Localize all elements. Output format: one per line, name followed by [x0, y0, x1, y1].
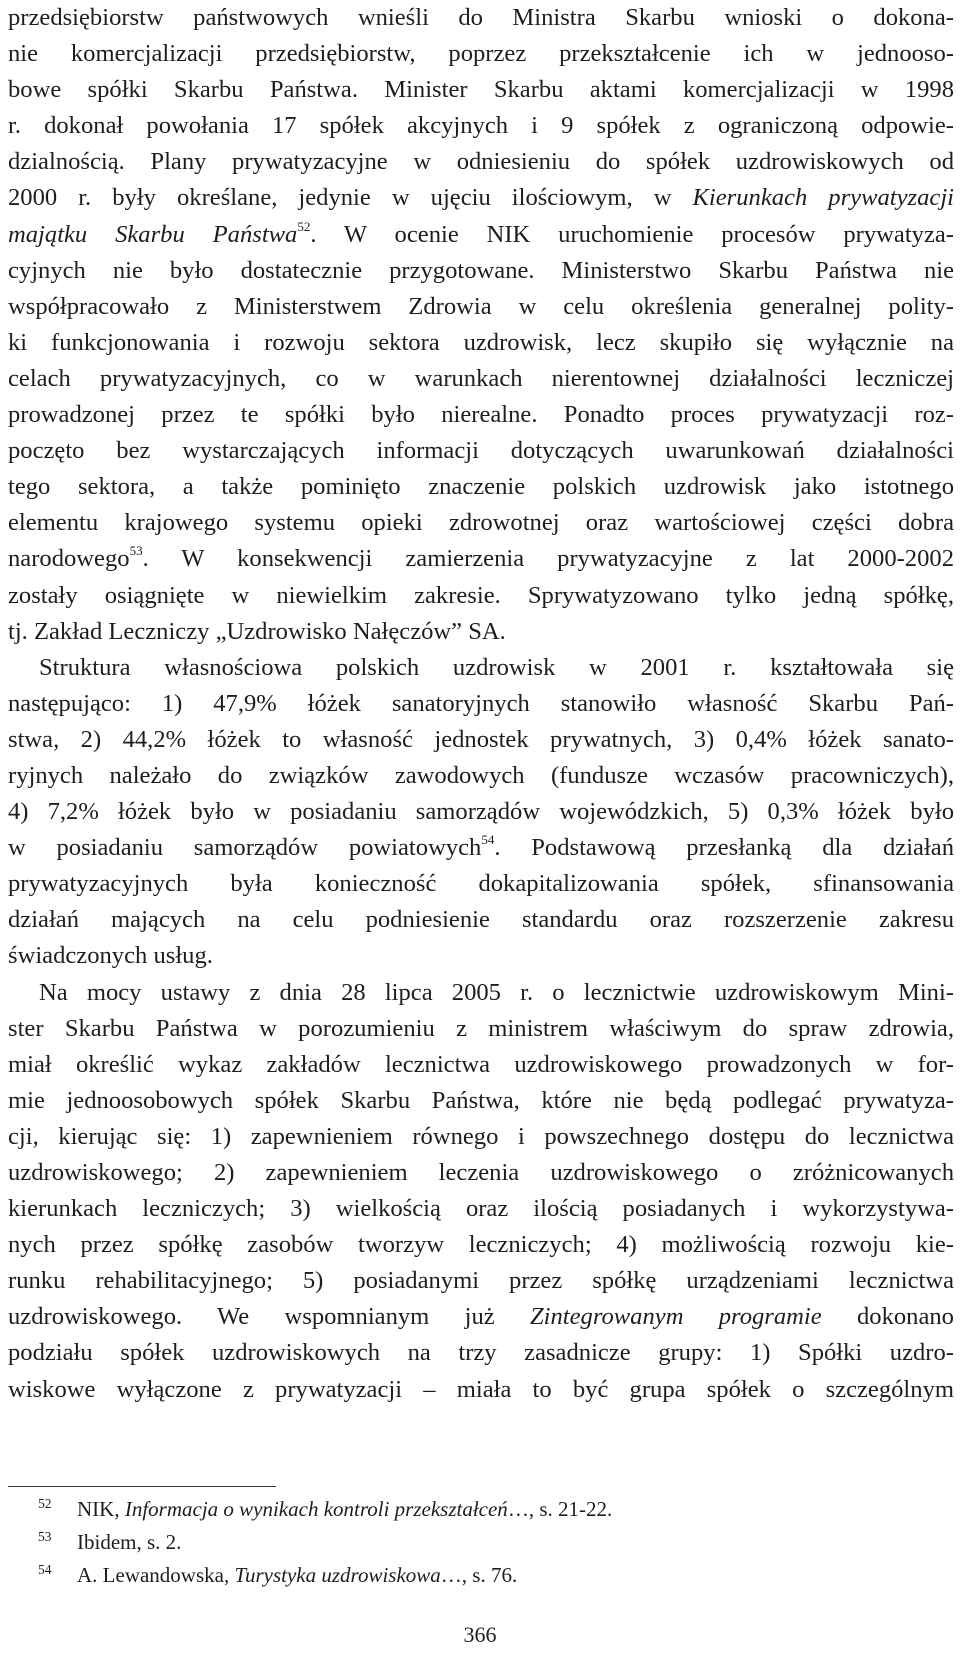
text-line [8, 541, 954, 577]
text-line [8, 650, 954, 686]
footnote-ref: 54 [481, 832, 495, 848]
text-span: ki funkcjonowania i rozwoju sektora uzdrowisk, lecz skupiło się wyłącznie na [8, 328, 954, 356]
text-span: . Podstawową przesłanką dla działań [494, 834, 954, 862]
text-span: współpracowało z Ministerstwem Zdrowia w celu określenia generalnej polity- [8, 292, 954, 320]
text-span: 2000 r. były określane, jedynie w ujęciu ilościowym, w [8, 184, 693, 212]
text-line [8, 1119, 954, 1155]
text-span: następująco: 1) 47,9% łóżek sanatoryjnych stanowiło własność Skarbu Pań- [8, 689, 954, 717]
footnote-ref: 53 [129, 543, 143, 559]
footnote-number: 54 [38, 1562, 52, 1577]
text-line [8, 614, 954, 650]
footnote [0, 1526, 960, 1559]
text-line [8, 180, 954, 216]
text-span: działań mających na celu podniesienie standardu oraz rozszerzenie zakresu [8, 906, 954, 934]
text-line [8, 253, 954, 289]
text-span: zostały osiągnięte w niewielkim zakresie. Sprywatyzowano tylko jedną spółkę, [8, 581, 954, 609]
text-line [8, 36, 954, 72]
text-span: . W konsekwencji zamierzenia prywatyzacyjne z lat 2000-2002 [142, 545, 954, 573]
text-line [8, 830, 954, 866]
text-span: Na mocy ustawy z dnia 28 lipca 2005 r. o lecznictwie uzdrowiskowym Mini- [39, 978, 954, 1006]
text-span: nie komercjalizacji przedsiębiorstw, poprzez przekształcenie ich w jednooso- [8, 40, 954, 68]
text-span: NIK, [77, 1497, 125, 1521]
text-line [8, 289, 954, 325]
text-span: r. dokonał powołania 17 spółek akcyjnych i 9 spółek z ograniczoną odpowie- [8, 112, 954, 140]
italic-span: majątku Skarbu Państwa [8, 220, 298, 248]
text-span: 4) 7,2% łóżek było w posiadaniu samorządów wojewódzkich, 5) 0,3% łóżek było [8, 798, 954, 826]
text-line [8, 0, 954, 36]
text-span: prywatyzacyjnych była konieczność dokapitalizowania spółek, sfinansowania [8, 870, 954, 898]
text-span: dokonano [821, 1303, 954, 1331]
footnote [0, 1559, 960, 1592]
text-line [8, 1011, 954, 1047]
text-span: uzdrowiskowego; 2) zapewnieniem leczenia uzdrowiskowego o zróżnicowanych [8, 1159, 954, 1186]
italic-span: Kierunkach prywatyzacji [692, 184, 954, 212]
text-line [8, 217, 954, 253]
text-line [8, 1227, 954, 1263]
text-line [8, 1155, 954, 1191]
text-span: Ibidem, s. 2. [77, 1530, 182, 1554]
footnote-number: 53 [38, 1529, 52, 1544]
footnote-text [77, 1559, 517, 1592]
text-line [8, 722, 954, 758]
text-line [8, 794, 954, 830]
text-span: mie jednoosobowych spółek Skarbu Państwa, które nie będą podlegać prywatyza- [8, 1086, 954, 1114]
footnote-text [77, 1493, 612, 1526]
text-span: miał określić wykaz zakładów lecznictwa uzdrowiskowego prowadzonych w for- [8, 1050, 954, 1078]
text-line [8, 469, 954, 505]
text-span: runku rehabilitacyjnego; 5) posiadanymi przez spółkę urządzeniami lecznictwa [8, 1267, 954, 1295]
text-span: wiskowe wyłączone z prywatyzacji – miała to być grupa spółek o szczególnym [8, 1375, 954, 1403]
text-line [8, 397, 954, 433]
italic-span: Turystyka uzdrowiskowa [234, 1563, 441, 1587]
italic-span: Informacja o wynikach kontroli przekształceń [124, 1497, 508, 1521]
text-span: narodowego [8, 545, 130, 573]
text-span: kierunkach leczniczych; 3) wielkością oraz ilością posiadanych i wykorzystywa- [8, 1195, 954, 1223]
text-span: tj. Zakład Leczniczy „Uzdrowisko Nałęczów” SA. [8, 617, 506, 645]
text-line [8, 505, 954, 541]
text-span: w posiadaniu samorządów powiatowych [8, 834, 482, 862]
text-span: cyjnych nie było dostatecznie przygotowane. Ministerstwo Skarbu Państwa nie [8, 256, 954, 284]
text-line [8, 866, 954, 902]
text-span: podziału spółek uzdrowiskowych na trzy zasadnicze grupy: 1) Spółki uzdro- [8, 1339, 954, 1367]
body-text [8, 0, 954, 1408]
text-line [8, 1047, 954, 1083]
text-span: nych przez spółkę zasobów tworzyw leczniczych; 4) możliwością rozwoju kie- [8, 1231, 954, 1259]
text-line [8, 938, 954, 974]
text-line [8, 1083, 954, 1119]
text-span: A. Lewandowska, [77, 1563, 235, 1587]
text-span: elementu krajowego systemu opieki zdrowotnej oraz wartościowej części dobra [8, 509, 954, 537]
text-span: bowe spółki Skarbu Państwa. Minister Skarbu aktami komercjalizacji w 1998 [8, 76, 954, 104]
text-line [8, 902, 954, 938]
text-line [8, 144, 954, 180]
text-span: przedsiębiorstw państwowych wnieśli do Ministra Skarbu wnioski o dokona- [8, 4, 954, 31]
text-line [8, 686, 954, 722]
text-line [8, 1335, 954, 1371]
text-span: prowadzonej przez te spółki było nierealne. Ponadto proces prywatyzacji roz- [8, 401, 954, 429]
text-span: tego sektora, a także pominięto znaczenie polskich uzdrowisk jako istotnego [8, 473, 954, 501]
text-span: ryjnych należało do związków zawodowych (fundusze wczasów pracowniczych), [8, 761, 954, 789]
text-span: celach prywatyzacyjnych, co w warunkach nierentownej działalności leczniczej [8, 364, 954, 392]
text-span: …, s. 76. [440, 1563, 518, 1587]
text-span: ster Skarbu Państwa w porozumieniu z ministrem właściwym do spraw zdrowia, [8, 1014, 954, 1042]
text-span: uzdrowiskowego. We wspomnianym już [8, 1303, 530, 1331]
italic-span: Zintegrowanym programie [529, 1303, 822, 1331]
footnotes [0, 1493, 960, 1592]
page-number: 366 [463, 1622, 497, 1647]
text-line [8, 1299, 954, 1335]
text-span: stwa, 2) 44,2% łóżek to własność jednostek prywatnych, 3) 0,4% łóżek sanato- [8, 725, 954, 753]
footnote-ref: 52 [297, 218, 311, 234]
text-line [8, 433, 954, 469]
footnote-text [77, 1526, 181, 1559]
text-span: …, s. 21-22. [507, 1497, 613, 1521]
text-span: dzialnością. Plany prywatyzacyjne w odniesieniu do spółek uzdrowiskowych od [8, 148, 954, 176]
text-span: świadczonych usług. [8, 942, 213, 970]
text-line [8, 758, 954, 794]
text-line [8, 325, 954, 361]
text-line [8, 1263, 954, 1299]
text-line [8, 72, 954, 108]
text-span: Struktura własnościowa polskich uzdrowisk w 2001 r. kształtowała się [39, 653, 954, 681]
text-line [8, 108, 954, 144]
text-span: cji, kierując się: 1) zapewnieniem równego i powszechnego dostępu do lecznictwa [8, 1122, 954, 1150]
text-span: poczęto bez wystarczających informacji dotyczących uwarunkowań działalności [8, 437, 954, 465]
footnote-number: 52 [38, 1496, 52, 1511]
text-span: . W ocenie NIK uruchomienie procesów prywatyza- [310, 220, 954, 248]
footnote [0, 1493, 960, 1526]
text-line [8, 1372, 954, 1408]
text-line [8, 1191, 954, 1227]
text-line [8, 361, 954, 397]
text-line [8, 578, 954, 614]
text-line [8, 975, 954, 1011]
